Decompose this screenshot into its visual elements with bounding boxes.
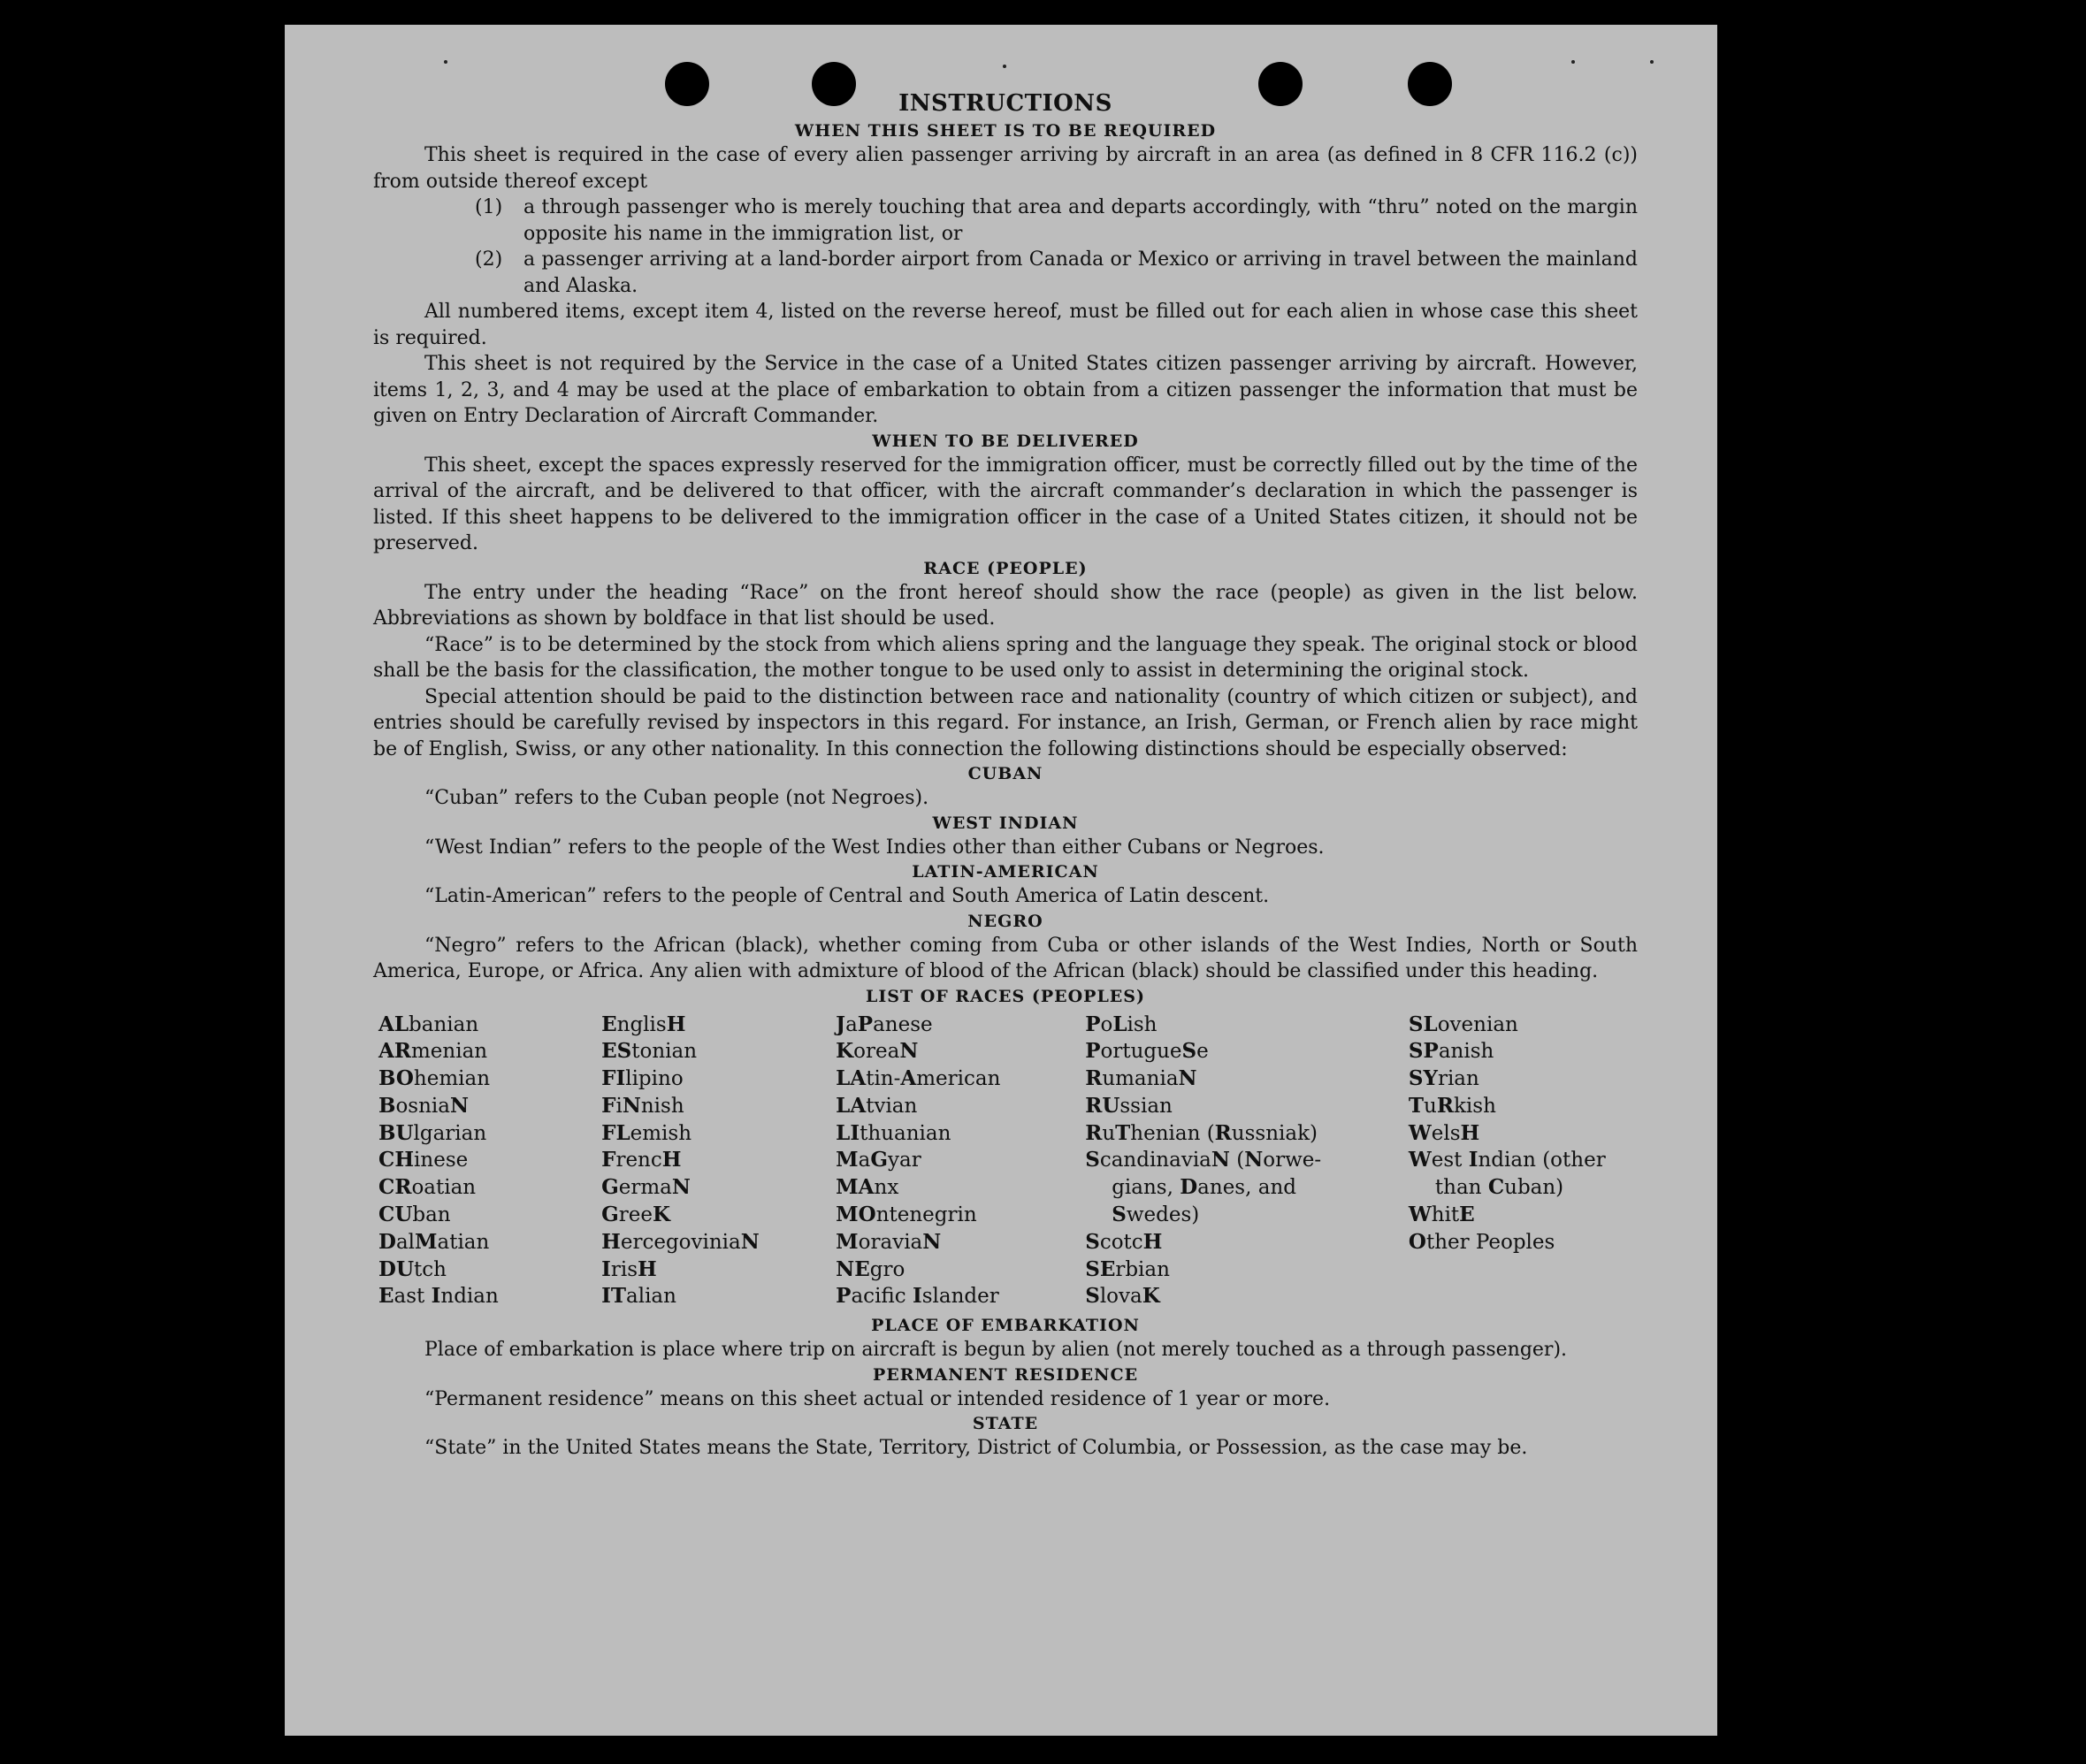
race-entry: BosniaN [378, 1093, 470, 1118]
race-entry: East Indian [378, 1284, 499, 1309]
paragraph: “Cuban” refers to the Cuban people (not Negroes). [424, 787, 929, 809]
race-entry: LAtvian [836, 1093, 918, 1118]
race-entry: KoreaN [836, 1039, 919, 1064]
race-entry: PoLish [1085, 1012, 1158, 1036]
paragraph: Special attention should be paid to the distinction between race and nationality (country of which citizen or subject), and entries should be carefully revised by inspectors in this regard. For instance, an Irish, German, or French alien by race might be of English, Swiss, or any other nationality. In this connection the following distinctions should be especially observed: [373, 685, 1638, 760]
section-heading-residence: PERMANENT RESIDENCE [872, 1364, 1139, 1385]
race-entry: RUssian [1085, 1093, 1173, 1118]
race-entry: DalMatian [378, 1229, 490, 1254]
race-column [1085, 1012, 1409, 1311]
race-entry: FIlipino [601, 1066, 684, 1091]
race-entry: DUtch [378, 1256, 447, 1281]
race-entry: LIthuanian [836, 1120, 951, 1145]
race-entry: GreeK [601, 1203, 670, 1227]
race-entry: EnglisH [601, 1012, 686, 1036]
race-entry: SlovaK [1085, 1284, 1160, 1309]
item-text: a passenger arriving at a land-border airport from Canada or Mexico or arriving in travel between the mainland and Alaska. [523, 248, 1638, 297]
section-heading-west-indian: WEST INDIAN [932, 813, 1079, 833]
punch-hole [1258, 62, 1303, 106]
list-item [373, 247, 1638, 299]
race-entry: LAtin-American [836, 1066, 1001, 1091]
list-item [373, 195, 1638, 247]
paragraph: “Race” is to be determined by the stock from which aliens spring and the language they speak. The original stock or blood shall be the basis for the classification, the mother tongue to be used only to assist in determining the original stock. [373, 633, 1638, 682]
section-heading-cuban: CUBAN [967, 764, 1043, 783]
race-entry: FiNnish [601, 1093, 684, 1118]
race-entry: than Cuban) [1434, 1175, 1564, 1200]
race-entry: ScotcH [1085, 1229, 1163, 1254]
race-entry: WhitE [1408, 1203, 1475, 1227]
race-entry: BOhemian [378, 1066, 491, 1091]
paragraph: “Permanent residence” means on this sheet actual or intended residence of 1 year or more. [424, 1387, 1331, 1410]
race-entry: ARmenian [378, 1039, 488, 1064]
speck [1003, 65, 1006, 68]
item-number: (1) [475, 196, 503, 218]
race-entry: MoraviaN [836, 1229, 942, 1254]
speck [444, 60, 447, 64]
paragraph: All numbered items, except item 4, listed on the reverse hereof, must be filled out for each alien in whose case this sheet is required. [373, 301, 1638, 349]
race-entry: CUban [378, 1203, 451, 1227]
race-entry: Other Peoples [1408, 1229, 1555, 1254]
race-entry: IrisH [601, 1256, 657, 1281]
race-entry: RuThenian (Russniak) [1085, 1120, 1318, 1145]
race-entry: Pacific Islander [836, 1284, 999, 1309]
race-entry: GermaN [601, 1175, 691, 1200]
section-heading-latin-american: LATIN-AMERICAN [912, 862, 1099, 882]
race-entry: ALbanian [378, 1012, 479, 1036]
race-column [836, 1012, 1085, 1311]
speck [1650, 60, 1654, 64]
section-heading-race: RACE (PEOPLE) [923, 558, 1088, 578]
paragraph: This sheet, except the spaces expressly reserved for the immigration officer, must be correctly filled out by the time of the arrival of the aircraft, and be delivered to that officer, with the aircraft commander’s declaration in which the passenger is listed. If this sheet happens to be delivered to the immigration officer in the case of a United States citizen, it should not be preserved. [373, 454, 1638, 554]
race-entry: SYrian [1408, 1066, 1479, 1091]
paragraph: “West Indian” refers to the people of the West Indies other than either Cubans or Negroes. [424, 836, 1325, 859]
punch-hole [812, 62, 856, 106]
race-entry: West Indian (other [1408, 1148, 1606, 1172]
item-number: (2) [475, 248, 503, 271]
paragraph: “Latin-American” refers to the people of Central and South America of Latin descent. [424, 885, 1270, 907]
race-entry: Swedes) [1112, 1203, 1200, 1227]
race-list [378, 1012, 1638, 1311]
race-column [378, 1012, 601, 1311]
race-entry: RumaniaN [1085, 1066, 1197, 1091]
paragraph: “Negro” refers to the African (black), whether coming from Cuba or other islands of the West Indies, North or South America, Europe, or Africa. Any alien with admixture of blood of the African (black) should be classified under this heading. [373, 934, 1638, 982]
paragraph: Place of embarkation is place where trip on aircraft is begun by alien (not merely touched as a through passenger). [424, 1339, 1568, 1362]
section-heading-embarkation: PLACE OF EMBARKATION [871, 1316, 1140, 1336]
race-entry: BUlgarian [378, 1120, 487, 1145]
race-entry: PortugueSe [1085, 1039, 1209, 1064]
race-entry: EStonian [601, 1039, 698, 1064]
section-heading-required: WHEN THIS SHEET IS TO BE REQUIRED [794, 121, 1217, 141]
race-entry: FLemish [601, 1120, 692, 1145]
paragraph: “State” in the United States means the State, Territory, District of Columbia, or Possession, as the case may be. [424, 1437, 1528, 1460]
section-heading-negro: NEGRO [967, 911, 1043, 931]
race-entry: CRoatian [378, 1175, 477, 1200]
speck [1571, 60, 1575, 64]
race-column [1409, 1012, 1638, 1311]
section-heading-delivered: WHEN TO BE DELIVERED [872, 431, 1139, 451]
race-entry: CHinese [378, 1148, 469, 1172]
race-entry: WelsH [1408, 1120, 1480, 1145]
paragraph: This sheet is required in the case of every alien passenger arriving by aircraft in an area (as defined in 8 CFR 116.2 (c)) from outside thereof except [373, 144, 1638, 193]
section-heading-state: STATE [972, 1414, 1039, 1434]
punch-hole [1408, 62, 1452, 106]
page-title: INSTRUCTIONS [898, 90, 1112, 117]
race-entry: MOntenegrin [836, 1203, 977, 1227]
race-column [601, 1012, 836, 1311]
race-entry: FrencH [601, 1148, 682, 1172]
race-entry: HercegoviniaN [601, 1229, 760, 1254]
race-entry: ScandinaviaN (Norwe- [1085, 1148, 1322, 1172]
item-text: a through passenger who is merely touching that area and departs accordingly, with “thru” noted on the margin opposite his name in the immigration list, or [523, 196, 1638, 245]
race-entry: SPanish [1408, 1039, 1494, 1064]
document-page [285, 25, 1717, 1736]
race-entry: TuRkish [1408, 1093, 1496, 1118]
race-entry: MaGyar [836, 1148, 921, 1172]
race-entry: SErbian [1085, 1256, 1170, 1281]
paragraph: The entry under the heading “Race” on the front hereof should show the race (people) as given in the list below. Abbreviations as shown by boldface in that list should be used. [373, 581, 1638, 630]
race-entry: gians, Danes, and [1112, 1175, 1296, 1200]
race-entry: MAnx [836, 1175, 899, 1200]
race-entry: SLovenian [1408, 1012, 1518, 1036]
punch-hole [665, 62, 709, 106]
race-entry: JaPanese [836, 1012, 933, 1036]
race-entry: ITalian [601, 1284, 676, 1309]
paragraph: This sheet is not required by the Service in the case of a United States citizen passenger arriving by aircraft. However, items 1, 2, 3, and 4 may be used at the place of embarkation to obtain from a citizen passenger the information that must be given on Entry Declaration of Aircraft Commander. [373, 353, 1638, 427]
section-heading-list: LIST OF RACES (PEOPLES) [866, 986, 1145, 1006]
race-entry: NEgro [836, 1256, 905, 1281]
